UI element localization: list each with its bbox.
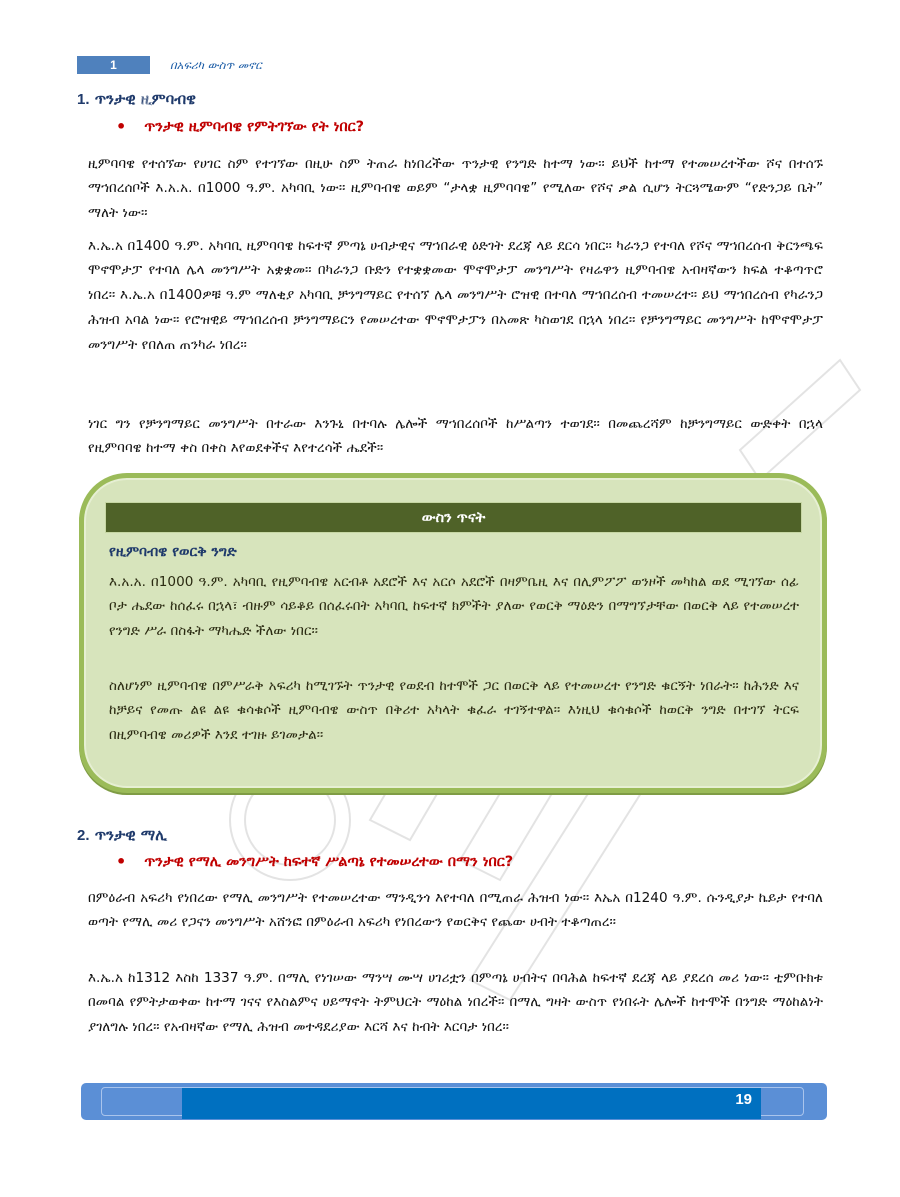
page-header	[77, 56, 262, 74]
page-number: 19	[735, 1091, 752, 1108]
section-1-number: 1.	[77, 91, 90, 108]
section-2-number: 2.	[77, 827, 90, 844]
section-2-question	[116, 852, 513, 871]
section-1-question-text: ጥንታዊ ዚምባብዌ የምትገኘው የት ነበር?	[144, 118, 365, 135]
callout-subtitle: የዚምባብዌ የወርቅ ንግድ	[109, 544, 237, 560]
section-2-question-text: ጥንታዊ የማሊ መንግሥት ከፍተኛ ሥልጣኔ የተመሠረተው በማን ነበር?	[144, 853, 514, 870]
callout-paragraph: እ.አ.አ. በ1000 ዓ.ም. አካባቢ የዚምባብዌ አርብቶ አደሮች እና አርሶ አደሮች በዛምቤዚ እና በሊምፖፖ ወንዞች መካከል ወደ ሚገኘው ሰፊ ቦታ ሔደው ከሰፈሩ በኋላ፣ ብዙም ሳይቆይ በሰፈሩበት አካባቢ ከፍተኛ ክምችት ያለው የወርቅ ማዕድን በማግኘታቸው በወርቅ ላይ የተመሠረተ የንግድ ሥራ በስፋት ማካሔድ ችለው ነበር፡፡	[109, 573, 799, 639]
case-study-callout	[79, 473, 827, 793]
section-1-heading	[77, 90, 196, 108]
paragraph: እ.ኤ.አ ከ1312 እስከ 1337 ዓ.ም. በማሊ የነገሠው ማንሣ ሙሣ ሀገሪቷን በምጣኔ ሀብትና በባሕል ከፍተኛ ደረጃ ላይ ያደረሰ መሪ ነው፡፡ ቲምቡክቱ በመባል የምትታወቀው ከተማ ገናና የእስልምና ሀይማኖት ትምህርት ማዕከል ነበረች፡፡ በማሊ ግዛት ውስጥ የነበሩት ሌሎች ከተሞች በንግድ ማዕከልነት ያገለግሉ ነበረ፡፡ የአብዛኛው የማሊ ሕዝብ መተዳደሪያው እርሻ እና ከብት እርባታ ነበረ፡፡	[88, 969, 823, 1036]
chapter-number-badge: 1	[77, 56, 150, 74]
paragraph: ዚምባባዌ የተሰኘው የሀገር ስም የተገኘው በዚሁ ስም ትጠራ ከነበረችው ጥንታዊ የንግድ ከተማ ነው፡፡ ይህች ከተማ የተመሠረተችው ሾና በተሰኙ ማኀበረሰቦች እ.አ.አ. በ1000 ዓ.ም. አካባቢ ነው፡፡ ዚምባብዌ ወይም “ታላቋ ዚምባባዌ” የሚለው የሾና ቃል ሲሆን ትርጓሜውም “የድንጋይ ቤት” ማለት ነው፡፡	[88, 155, 823, 222]
section-2-heading	[77, 826, 167, 844]
section-1-question	[116, 117, 364, 136]
bullet-icon: •	[116, 852, 127, 871]
paragraph: ነገር ግን የቻንግማይር መንግሥት በተራው እንጉኒ በተባሉ ሌሎች ማኀበረሰቦች ከሥልጣን ተወገደ፡፡ በመጨረሻም ከቻንግማይር ውድቀት በኋላ የዚምባባዌ ከተማ ቀስ በቀስ እየወደቀችና እየተረሳች ሔደች፡፡	[88, 415, 823, 457]
footer-band	[182, 1088, 761, 1119]
bullet-icon: •	[116, 117, 127, 136]
paragraph: በምዕራብ አፍሪካ የነበረው የማሊ መንግሥት የተመሠረተው ማንዲንጎ እየተባለ በሚጠራ ሕዝብ ነው፡፡ እኤአ በ1240 ዓ.ም. ሱንዲያታ ኬይታ የተባለ ወጣት የማሊ መሪ የጋናን መንግሥት አሸንፎ በምዕራብ አፍሪካ የነበረውን የወርቅና የጨው ሀብት ተቆጣጠረ፡፡	[88, 889, 823, 931]
section-1-title: ጥንታዊ ዚምባብዌ	[94, 90, 197, 108]
callout-paragraph: ስለሆነም ዚምባብዌ በምሥራቅ አፍሪካ ከሚገኙት ጥንታዊ የወደብ ከተሞች ጋር በወርቅ ላይ የተመሠረተ የንግድ ቁርኝት ነበራት፡፡ ከሕንድ እና ከቻይና የመጡ ልዩ ልዩ ቁሳቁሶች ዚምባብዌ ውስጥ በቅሪተ አካላት ቁፈራ ተገኝተዋል፡፡ እነዚህ ቁሳቁሶች ከወርቅ ንግድ በተገኘ ትርፍ በዚምባብዌ መሪዎች እንደ ተገዙ ይገመታል፡፡	[109, 677, 799, 743]
section-2-title: ጥንታዊ ማሊ	[94, 826, 167, 844]
callout-title: ውስን ጥናት	[105, 502, 802, 533]
chapter-title: በአፍሪካ ውስጥ መኖር	[170, 57, 262, 72]
page-footer	[81, 1083, 827, 1120]
paragraph: እ.ኤ.አ በ1400 ዓ.ም. አካባቢ ዚምባባዌ ከፍተኛ ምጣኔ ሀብታዊና ማኀበራዊ ዕድገት ደረጃ ላይ ደርሳ ነበር፡፡ ካራንጋ የተባለ የሾና ማኀበረሰብ ቅርንጫፍ ሞኖሞታፓ የተባለ ሌላ መንግሥት አቋቋመ፡፡ በካራንጋ ቡድን የተቋቋመው ሞኖሞታፓ መንግሥት የዛሬዋን ዚምባብዌ አብዛኛውን ክፍል ተቆጣጥሮ ነበረ፡፡ እ.ኤ.አ በ1400ዎቹ ዓ.ም ማለቂያ አካባቢ ቻንግማይር የተሰኘ ሌላ መንግሥት ሮዝዊ በተባለ ማኀበረሰብ ተመሠረተ፡፡ ይህ ማኀበረሰብ የካራንጋ ሕዝብ አባል ነው፡፡ የሮዝዊይ ማኀበረሰብ ቻንግማይርን የመሠረተው ሞኖሞታፓን በአመጽ ካስወገደ በኋላ ነበረ፡፡ የቻንግማይር መንግሥት ከሞኖሞታፓ መንግሥት የበለጠ ጠንካራ ነበረ፡፡	[88, 237, 823, 353]
